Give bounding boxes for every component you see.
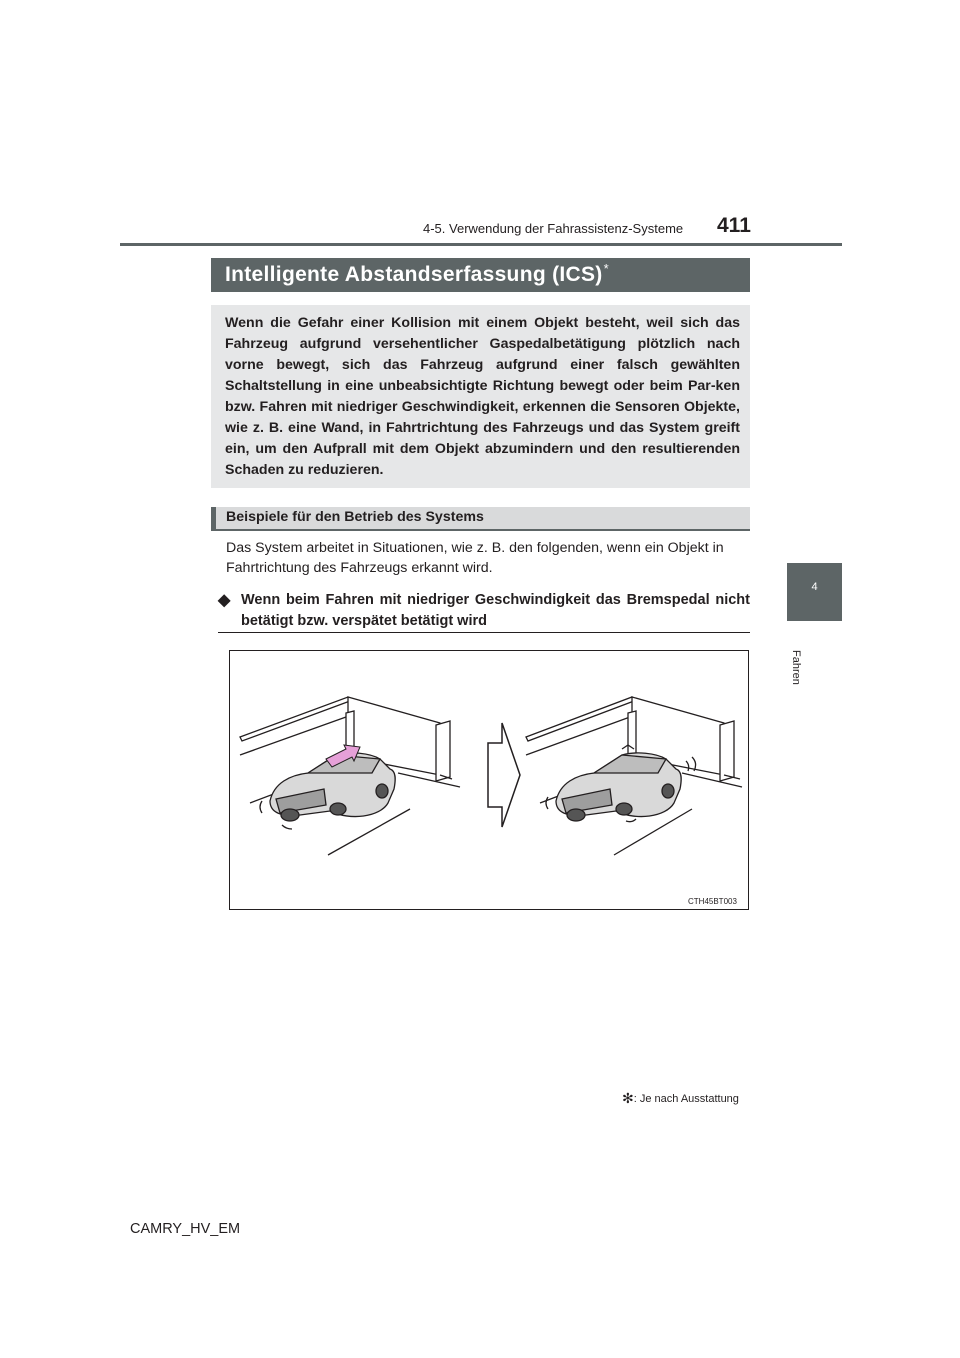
title-marker: * bbox=[603, 261, 609, 276]
body-paragraph: Das System arbeitet in Situationen, wie z. B. den folgenden, wenn ein Objekt in Fahrtrichtung des Fahrzeugs erkannt wird. bbox=[226, 540, 724, 576]
illustration-frame bbox=[229, 650, 749, 910]
subheading: Beispiele für den Betrieb des Systems bbox=[226, 509, 484, 525]
subheading-bar bbox=[211, 507, 750, 531]
diamond-icon: ◆ bbox=[218, 592, 231, 609]
intro-box: Wenn die Gefahr einer Kollision mit einem Objekt besteht, weil sich das Fahrzeug aufgrund versehentlicher Gaspedalbetätigung plötzlich nach vorne bewegt, sich das Fahrzeug aufgrund einer falsch gewählten Schaltstellung in eine unbeabsichtigte Richtung bewegt oder beim Par-ken bzw. Fahren mit niedriger Geschwindigkeit, erkennen die Sensoren Objekte, wie z. B. eine Wand, in Fahrtrichtung des Fahrzeugs und das System greift ein, um den Aufprall mit dem Objekt abzumindern und den resultierenden Schaden zu reduzieren. bbox=[211, 305, 750, 488]
chapter-label: Fahren bbox=[790, 650, 802, 685]
page-title bbox=[211, 258, 750, 292]
chapter-tab bbox=[787, 563, 842, 621]
figure-code: CTH45BT003 bbox=[688, 897, 737, 906]
header-rule bbox=[120, 243, 842, 246]
bullet-item bbox=[218, 590, 750, 632]
asterisk-icon: ✻ bbox=[622, 1090, 634, 1106]
parking-illustration bbox=[230, 651, 748, 909]
document-code: CAMRY_HV_EM bbox=[130, 1221, 241, 1237]
chapter-number: 4 bbox=[811, 581, 818, 593]
bullet-rule bbox=[218, 632, 750, 633]
footnote-text: : Je nach Ausstattung bbox=[633, 1093, 739, 1105]
scene-before bbox=[240, 697, 460, 855]
section-header: 4-5. Verwendung der Fahrassistenz-Systeme bbox=[423, 221, 684, 236]
bullet-text: Wenn beim Fahren mit niedriger Geschwindigkeit das Bremspedal nicht betätigt bzw. verspätet betätigt wird bbox=[241, 592, 750, 629]
footnote bbox=[622, 1089, 739, 1106]
scene-after bbox=[526, 697, 742, 855]
transition-arrow-icon bbox=[488, 723, 520, 827]
page-number: 411 bbox=[717, 214, 751, 237]
title-text: Intelligente Abstandserfassung (ICS) bbox=[225, 263, 603, 286]
